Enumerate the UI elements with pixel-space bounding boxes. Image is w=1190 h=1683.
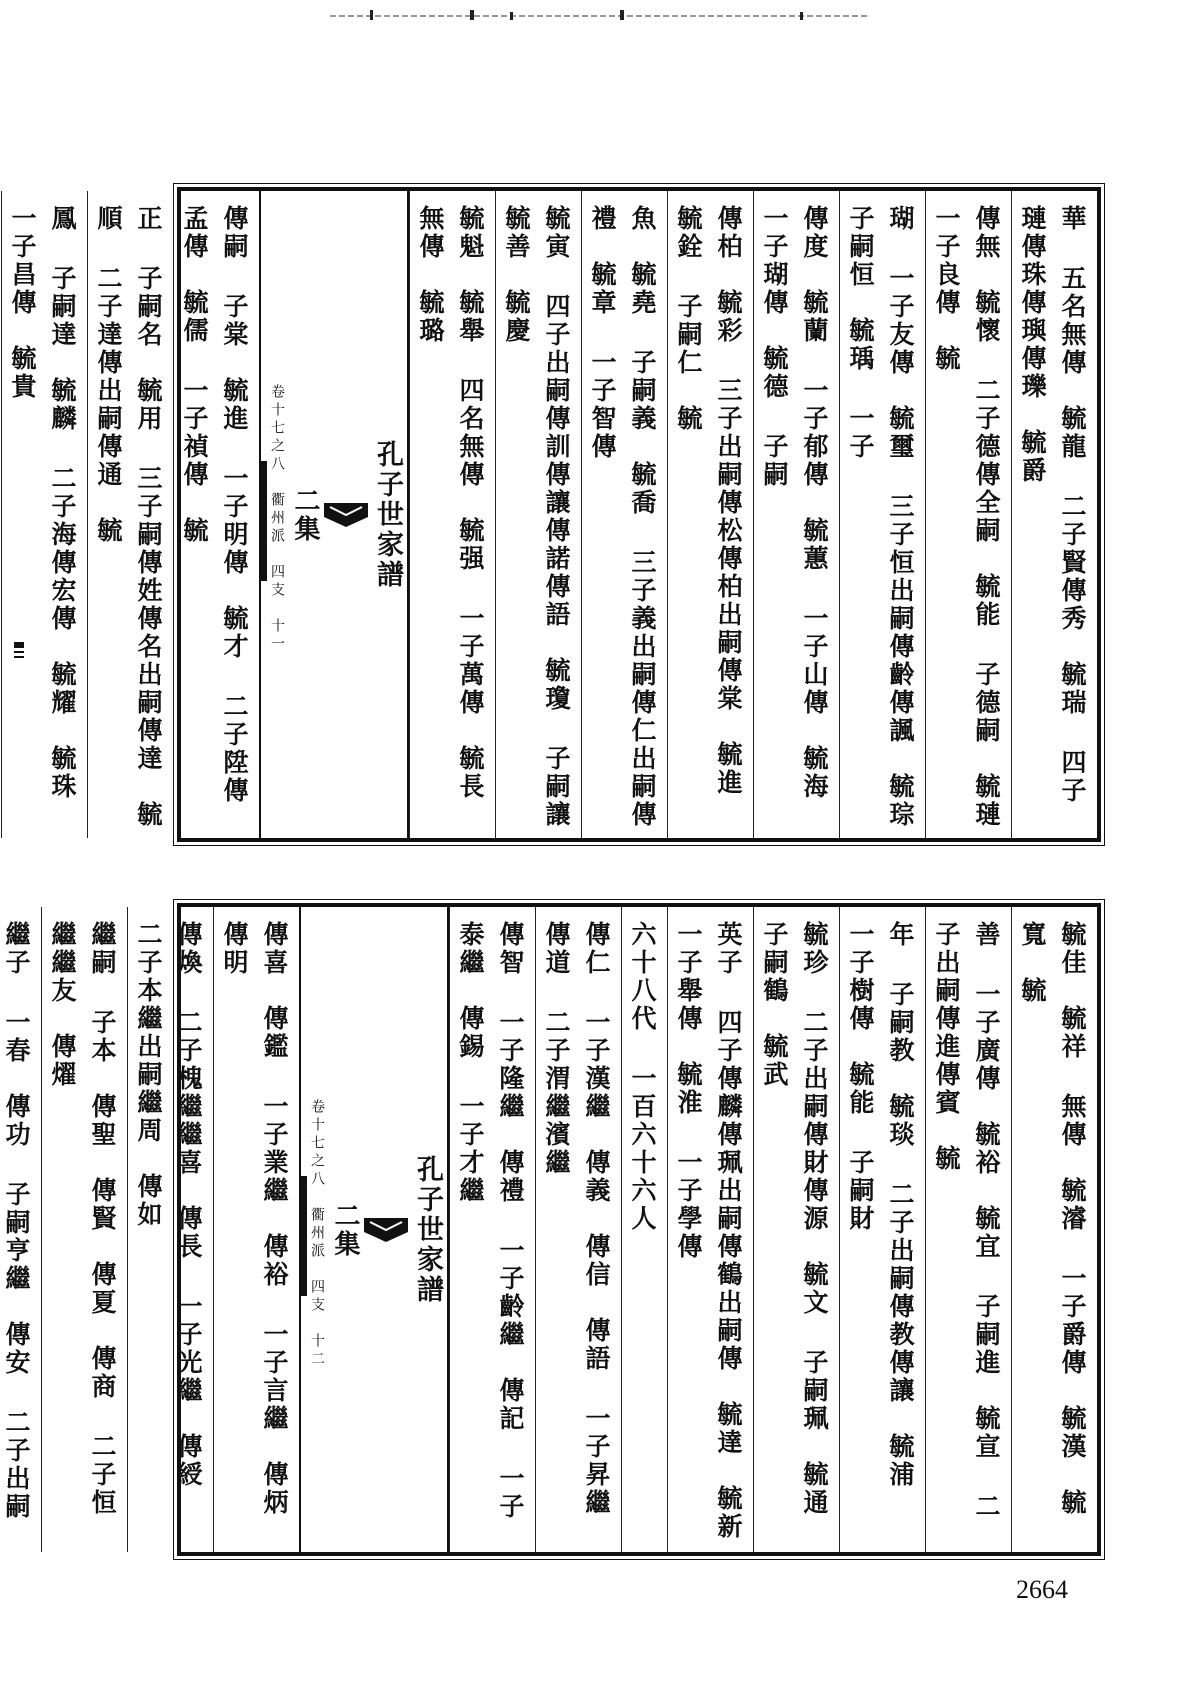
genealogy-column: 傳無 毓懷 二子德傳全嗣 毓能 子德嗣 毓璉 一子良傳 毓 [925, 191, 1011, 838]
genealogy-column: 毓珍 二子出嗣傳財傳源 毓文 子嗣珮 毓通 子嗣鶴 毓武 [753, 907, 839, 1552]
genealogy-column: 年 子嗣教 毓琰 二子出嗣傳教傳讓 毓浦 一子樹傳 毓能 子嗣財 [839, 907, 925, 1552]
fishtail-emblem-icon [364, 1218, 408, 1242]
edition-label: 二集 [290, 486, 320, 543]
page-panel-11 [8, 187, 1101, 861]
edition-label: 二集 [330, 1201, 360, 1258]
genealogy-column: 正 子嗣名 毓用 三子嗣傳姓傳名出嗣傳達 毓順 二子達傳出嗣傳通 毓 [87, 191, 173, 838]
genealogy-column: 繼子 一春 傳功 子嗣亨繼 傳安 二子出嗣 [0, 907, 41, 1552]
genealogy-column: 毓佳 毓祥 無傳 毓濬 一子爵傳 毓漢 毓寬 毓 [1011, 907, 1097, 1552]
genealogy-column: 華 五名無傳 毓龍 二子賢傳秀 毓瑞 四子璉傳珠傳璵傳瓅 毓爵 [1011, 191, 1097, 838]
genealogy-column: 傳度 毓蘭 一子郁傳 毓蕙 一子山傳 毓海 一子瑚傳 毓德 子嗣 [753, 191, 839, 838]
book-title: 孔子世家譜 [372, 439, 403, 590]
fold-bar [301, 1176, 307, 1296]
genealogy-column: 傳嗣 子棠 毓進 一子明傳 毓才 二子陞傳孟傳 毓儒 一子禎傳 毓 [173, 191, 259, 838]
page-panel-12 [2, 903, 1101, 1573]
genealogy-column: 鳳 子嗣達 毓麟 二子海傳宏傳 毓耀 毓珠 一子昌傳 毓貴 [1, 191, 87, 838]
volume-info: 卷十七之八 衢州派 四支 十一 [269, 383, 285, 654]
book-title: 孔子世家譜 [412, 1154, 443, 1305]
genealogy-column: 傳柏 毓彩 三子出嗣傳松傳柏出嗣傳棠 毓進 毓銓 子嗣仁 毓 [667, 191, 753, 838]
genealogy-column: 繼嗣 子本 傳聖 傳賢 傳夏 傳商 二子恒繼繼友 傳燿 [41, 907, 127, 1552]
genealogy-column: 傳喜 傳鑑 一子業繼 傳裕 一子言繼 傳炳 傳明 [213, 907, 299, 1552]
genealogy-column: 傳智 一子隆繼 傳禮 一子齡繼 傳記 一子泰繼 傳錫 一子才繼 [449, 907, 535, 1552]
genealogy-column: 瑚 一子友傳 毓璽 三子恒出嗣傳齡傳諷 毓琮 子嗣恒 毓瑀 一子 [839, 191, 925, 838]
genealogy-column: 善 一子廣傳 毓裕 毓宜 子嗣進 毓宣 二子出嗣傳進傳賓 毓 [925, 907, 1011, 1552]
genealogy-column [0, 191, 1, 838]
center-fold [259, 191, 409, 838]
top-edge-marks [330, 10, 870, 20]
genealogy-column: 傳煥 二子槐繼繼喜 傳長 一子光繼 傳綬 二子本繼出嗣繼周 傳如 [127, 907, 213, 1552]
genealogy-column: 魚 毓堯 子嗣義 毓喬 三子義出嗣傳仁出嗣傳禮 毓章 一子智傳 [581, 191, 667, 838]
genealogy-column: 毓魁 毓舉 四名無傳 毓强 一子萬傳 毓長 無傳 毓璐 [409, 191, 495, 838]
genealogy-column: 毓寅 四子出嗣傳訓傳讓傳諾傳語 毓瓊 子嗣讓 毓善 毓慶 [495, 191, 581, 838]
fold-bar [261, 461, 267, 581]
fishtail-emblem-icon [324, 503, 368, 527]
genealogy-column: 英子 四子傳麟傳珮出嗣傳鶴出嗣傳 毓達 毓新 一子舉傳 毓淮 一子學傳 [667, 907, 753, 1552]
page-number: 2664 [1016, 1575, 1068, 1604]
center-fold [299, 907, 449, 1552]
generation-heading: 六十八代 一百六十六人 [621, 907, 667, 1552]
genealogy-column: 傳仁 一子漢繼 傳義 傳信 傳語 一子昇繼 傳道 二子渭繼濱繼 [535, 907, 621, 1552]
volume-info: 卷十七之八 衢州派 四支 十二 [309, 1098, 325, 1369]
